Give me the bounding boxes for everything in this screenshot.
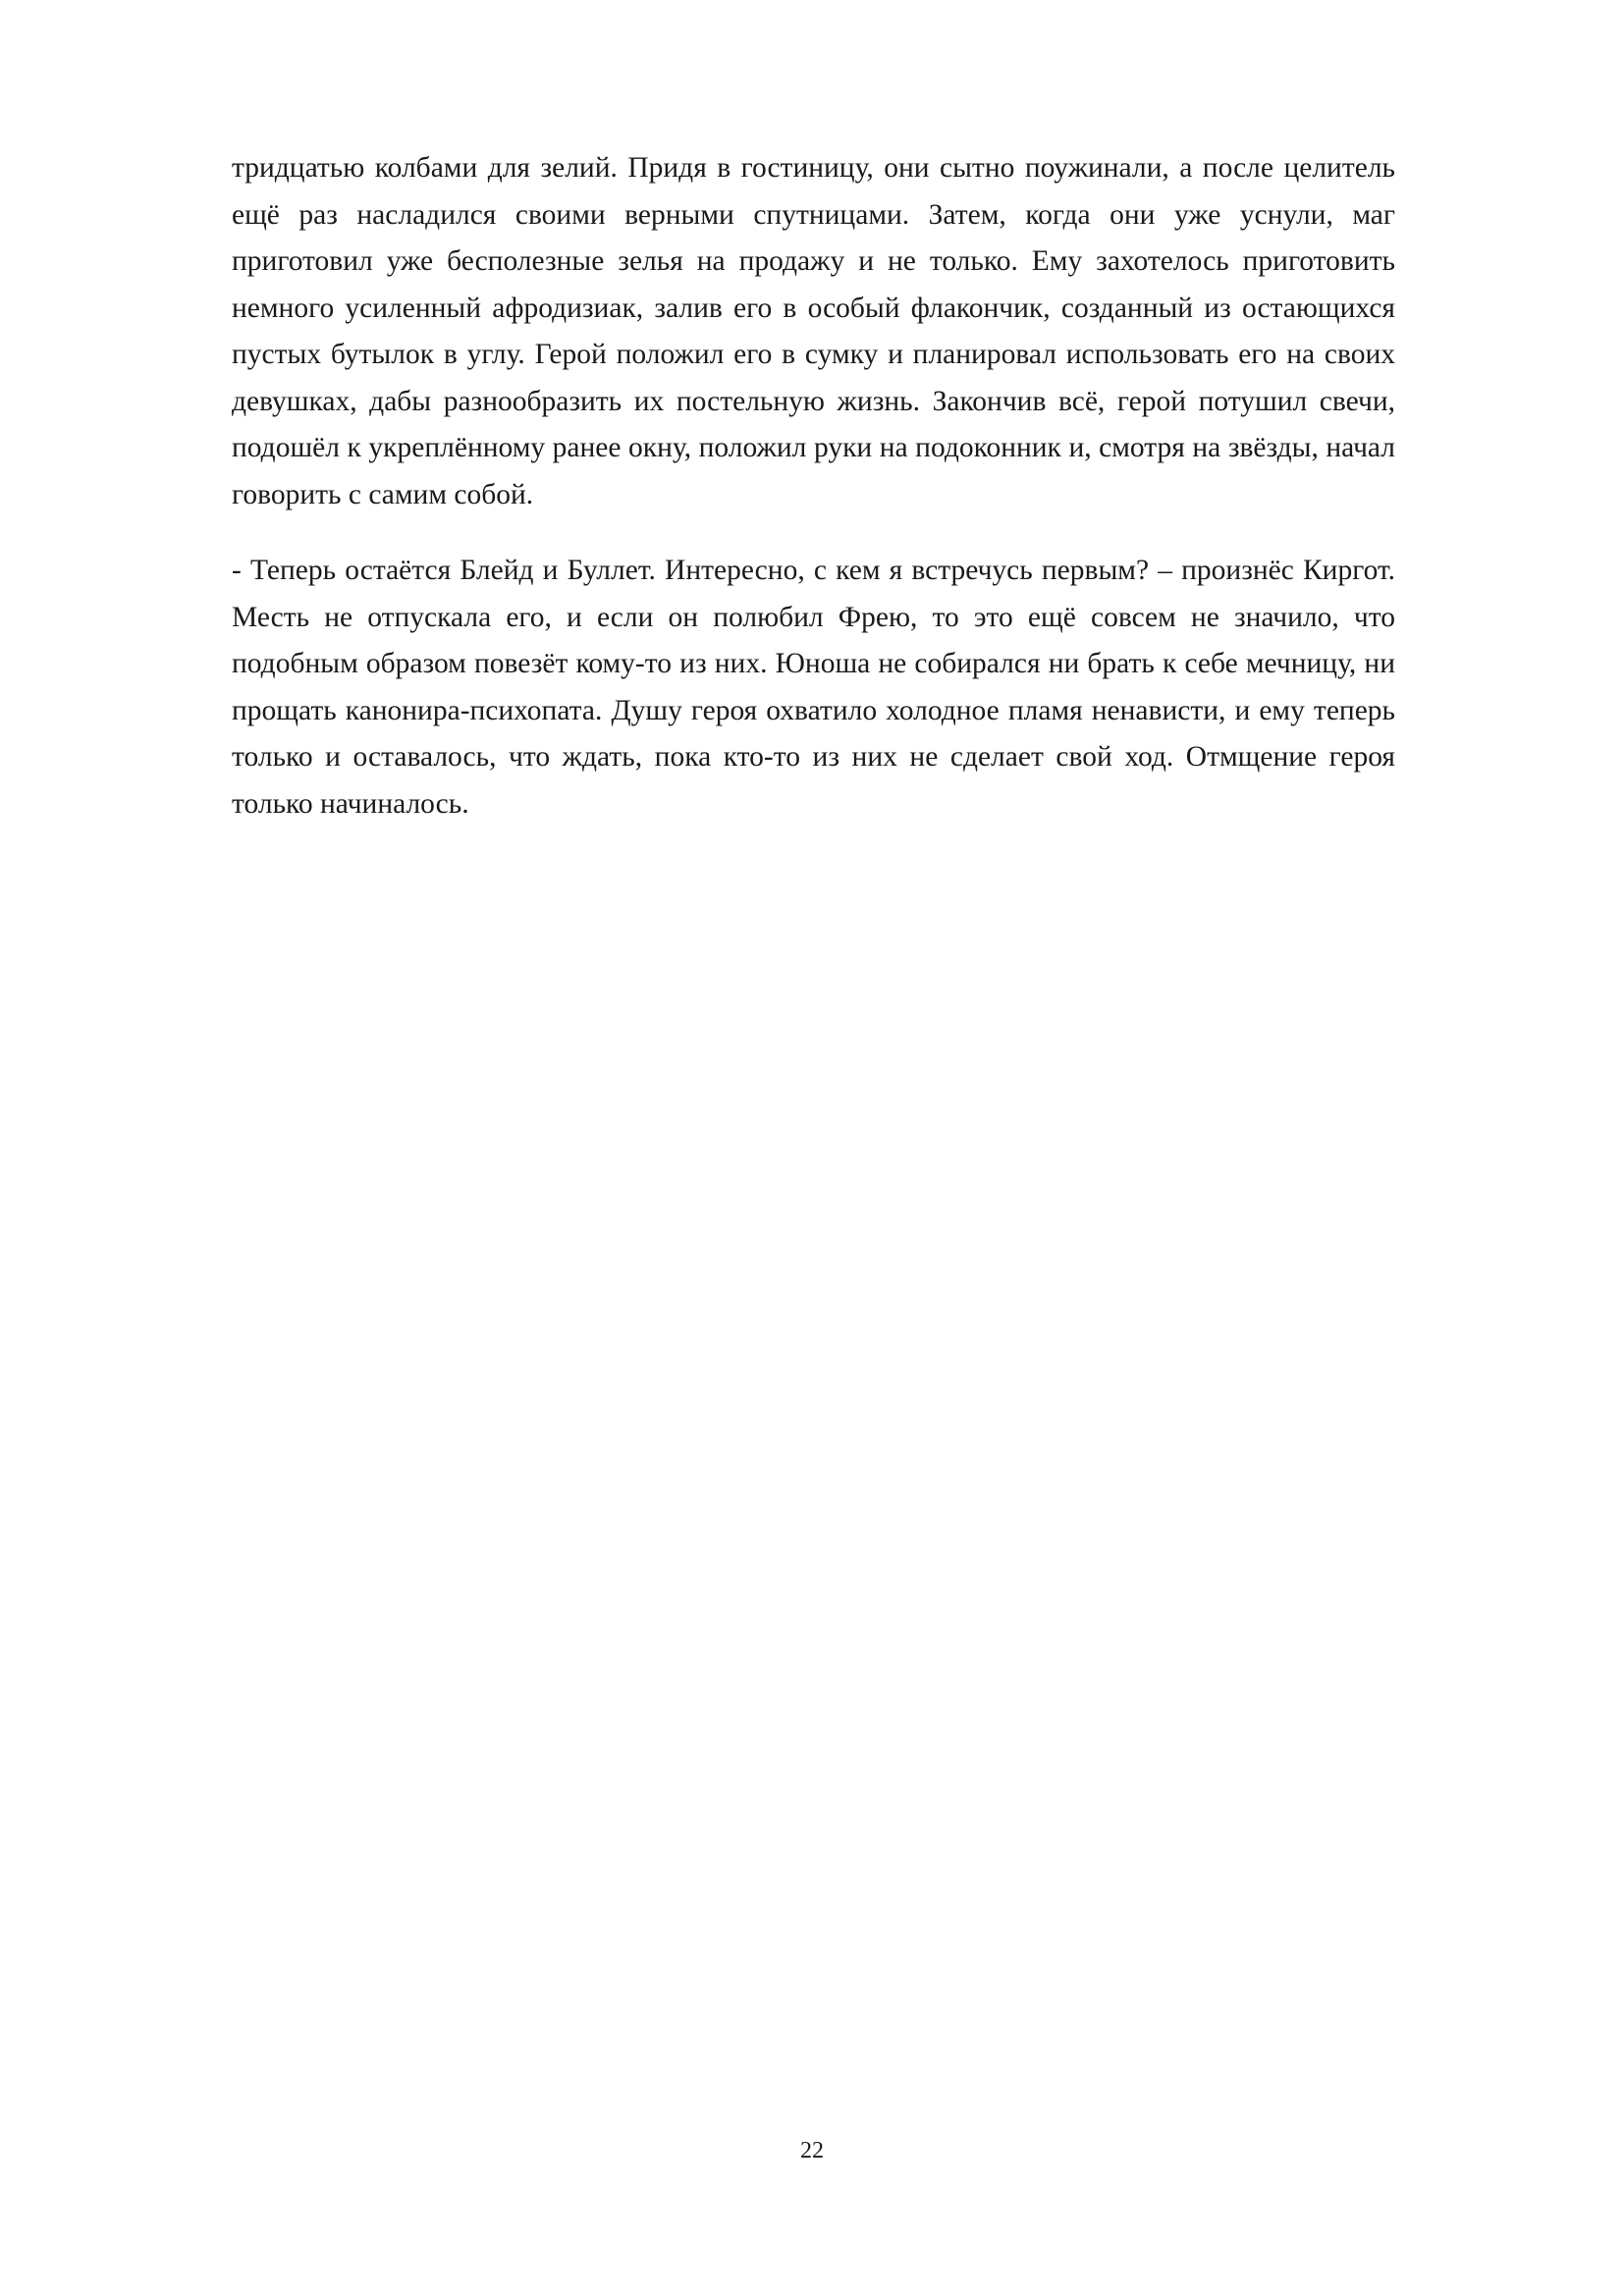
paragraph: - Теперь остаётся Блейд и Буллет. Интересно, с кем я встречусь первым? – произнёс Киргот. Месть не отпускала его, и если он полюбил Фрею, то это ещё совсем не значило, что подобным образом повезёт кому-то из них. Юноша не собирался ни брать к себе мечницу, ни прощать канонира-психопата. Душу героя охватило холодное пламя ненависти, и ему теперь только и оставалось, что ждать, пока кто-то из них не сделает свой ход. Отмщение героя только начиналось. xyxy=(232,555,1395,820)
paragraph: тридцатью колбами для зелий. Придя в гостиницу, они сытно поужинали, а после целитель ещё раз насладился своими верными спутницами. Затем, когда они уже уснули, маг приготовил уже бесполезные зелья на продажу и не только. Ему захотелось приготовить немного усиленный афродизиак, залив его в особый флакончик, созданный из остающихся пустых бутылок в углу. Герой положил его в сумку и планировал использовать его на своих девушках, дабы разнообразить их постельную жизнь. Закончив всё, герой потушил свечи, подошёл к укреплённому ранее окну, положил руки на подоконник и, смотря на звёзды, начал говорить с самим собой. xyxy=(232,152,1395,510)
page-number: 22 xyxy=(800,2138,824,2163)
page-body-text xyxy=(232,145,1395,828)
